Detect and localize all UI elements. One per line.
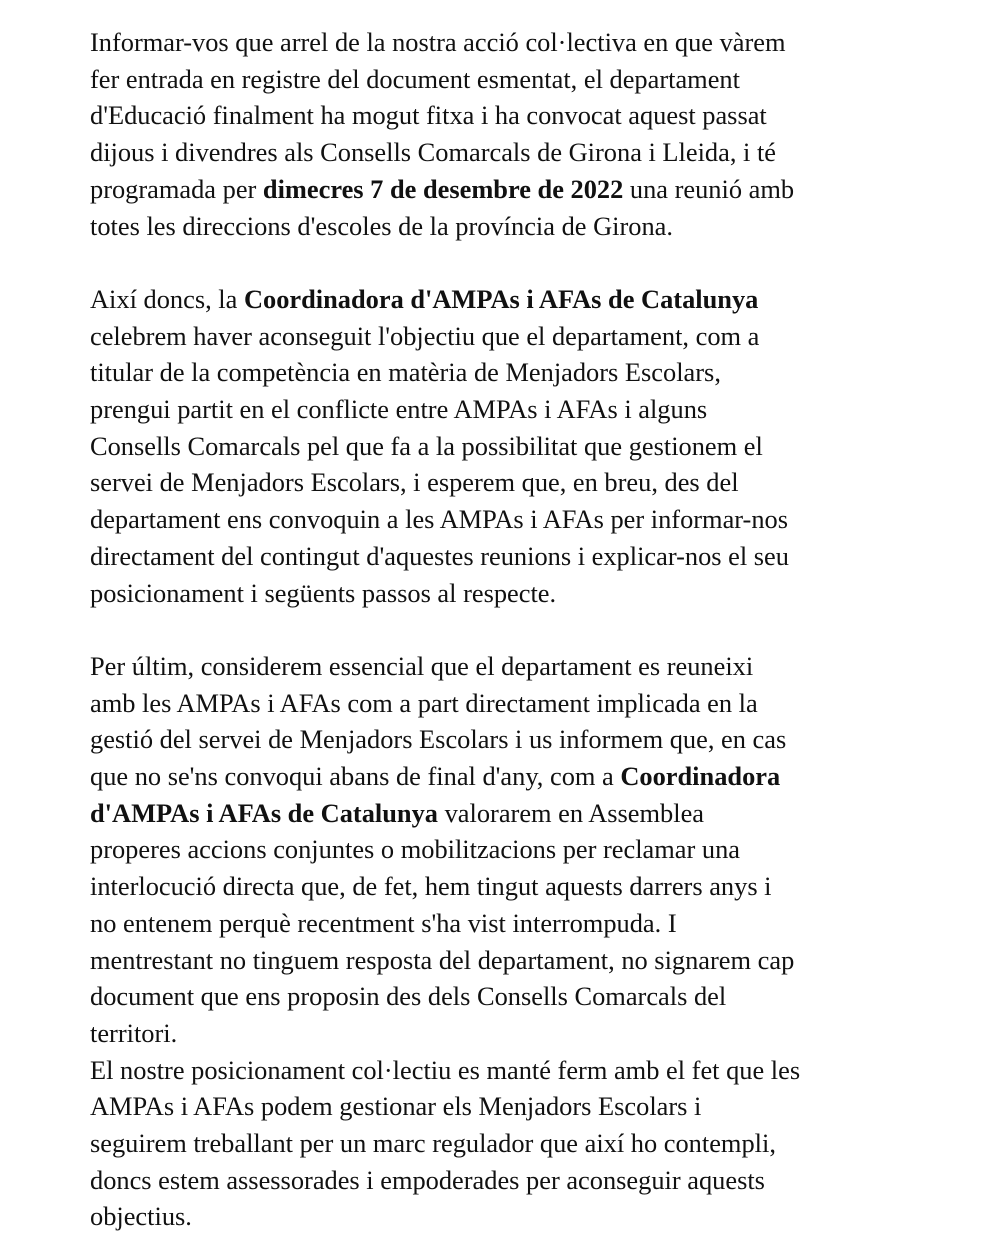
text-line: [90, 795, 920, 832]
text-run: seguirem treballant per un marc regulador que així ho contempli,: [90, 1128, 776, 1159]
text-line: [90, 208, 920, 245]
document-body: [90, 24, 920, 1235]
text-line: [90, 1052, 920, 1089]
text-run: territori.: [90, 1017, 178, 1048]
text-run: directament del contingut d'aquestes reunions i explicar-nos el seu: [90, 540, 789, 571]
text-line: [90, 868, 920, 905]
text-line: [90, 24, 920, 61]
text-run: que no se'ns convoqui abans de final d'any, com a: [90, 761, 621, 792]
text-line: [90, 978, 920, 1015]
text-line: [90, 1125, 920, 1162]
text-run: gestió del servei de Menjadors Escolars i us informem que, en cas: [90, 724, 787, 755]
text-line: [90, 501, 920, 538]
text-run: amb les AMPAs i AFAs com a part directament implicada en la: [90, 687, 758, 718]
paragraph-4: [90, 1052, 920, 1235]
text-run: programada per: [90, 173, 263, 204]
text-run: departament ens convoquin a les AMPAs i AFAs per informar-nos: [90, 504, 788, 535]
text-run: Informar-vos que arrel de la nostra acció col·lectiva en que vàrem: [90, 27, 786, 57]
text-run: celebrem haver aconseguit l'objectiu que el departament, com a: [90, 320, 760, 351]
text-line: [90, 685, 920, 722]
text-line: [90, 831, 920, 868]
text-run: servei de Menjadors Escolars, i esperem que, en breu, des del: [90, 467, 739, 498]
text-line: [90, 1088, 920, 1125]
text-run: document que ens proposin des dels Consells Comarcals del: [90, 981, 727, 1012]
bold-date: dimecres 7 de desembre de 2022: [262, 173, 624, 204]
paragraph-2: [90, 281, 920, 611]
text-line: [90, 1015, 920, 1052]
text-run: El nostre posicionament col·lectiu es manté ferm amb el fet que les: [90, 1054, 801, 1085]
text-line: [90, 648, 920, 685]
text-run: Per últim, considerem essencial que el departament es reuneixi: [90, 650, 754, 681]
bold-organization-name: Coordinadora: [620, 761, 781, 792]
text-run: titular de la competència en matèria de Menjadors Escolars,: [90, 357, 721, 388]
text-run: totes les direccions d'escoles de la província de Girona.: [90, 210, 673, 241]
text-run: mentrestant no tinguem resposta del departament, no signarem cap: [90, 944, 795, 975]
text-line: [90, 281, 920, 318]
text-run: fer entrada en registre del document esmentat, el departament: [90, 63, 740, 94]
text-line: [90, 1162, 920, 1199]
text-line: [90, 354, 920, 391]
text-line: [90, 538, 920, 575]
text-line: [90, 1198, 920, 1235]
text-line: [90, 391, 920, 428]
text-line: [90, 97, 920, 134]
paragraph-spacer: [90, 611, 920, 648]
text-line: [90, 171, 920, 208]
text-run: no entenem perquè recentment s'ha vist interrompuda. I: [90, 907, 677, 938]
text-line: [90, 134, 920, 171]
text-line: [90, 61, 920, 98]
text-line: [90, 721, 920, 758]
text-line: [90, 942, 920, 979]
paragraph-1: [90, 24, 920, 244]
text-run: d'Educació finalment ha mogut fitxa i ha convocat aquest passat: [90, 100, 767, 131]
text-run: valorarem en Assemblea: [438, 797, 705, 828]
text-line: [90, 428, 920, 465]
text-run: prengui partit en el conflicte entre AMPAs i AFAs i alguns: [90, 394, 708, 425]
text-run: dijous i divendres als Consells Comarcals de Girona i Lleida, i té: [90, 137, 777, 168]
text-run: Així doncs, la: [90, 283, 244, 314]
text-line: [90, 905, 920, 942]
text-run: interlocució directa que, de fet, hem tingut aquests darrers anys i: [90, 871, 772, 902]
text-line: [90, 758, 920, 795]
paragraph-3: [90, 648, 920, 1052]
text-run: Consells Comarcals pel que fa a la possibilitat que gestionem el: [90, 430, 763, 461]
paragraph-spacer: [90, 244, 920, 281]
text-line: [90, 318, 920, 355]
text-run: AMPAs i AFAs podem gestionar els Menjadors Escolars i: [90, 1091, 702, 1122]
bold-organization-name: Coordinadora d'AMPAs i AFAs de Catalunya: [243, 283, 759, 314]
text-run: una reunió amb: [623, 173, 795, 204]
text-run: posicionament i següents passos al respecte.: [90, 577, 557, 608]
text-line: [90, 575, 920, 612]
text-line: [90, 464, 920, 501]
text-run: objectius.: [90, 1201, 192, 1232]
bold-organization-name: d'AMPAs i AFAs de Catalunya: [90, 797, 438, 828]
text-run: doncs estem assessorades i empoderades per aconseguir aquests: [90, 1164, 765, 1195]
text-run: properes accions conjuntes o mobilitzacions per reclamar una: [90, 834, 740, 865]
